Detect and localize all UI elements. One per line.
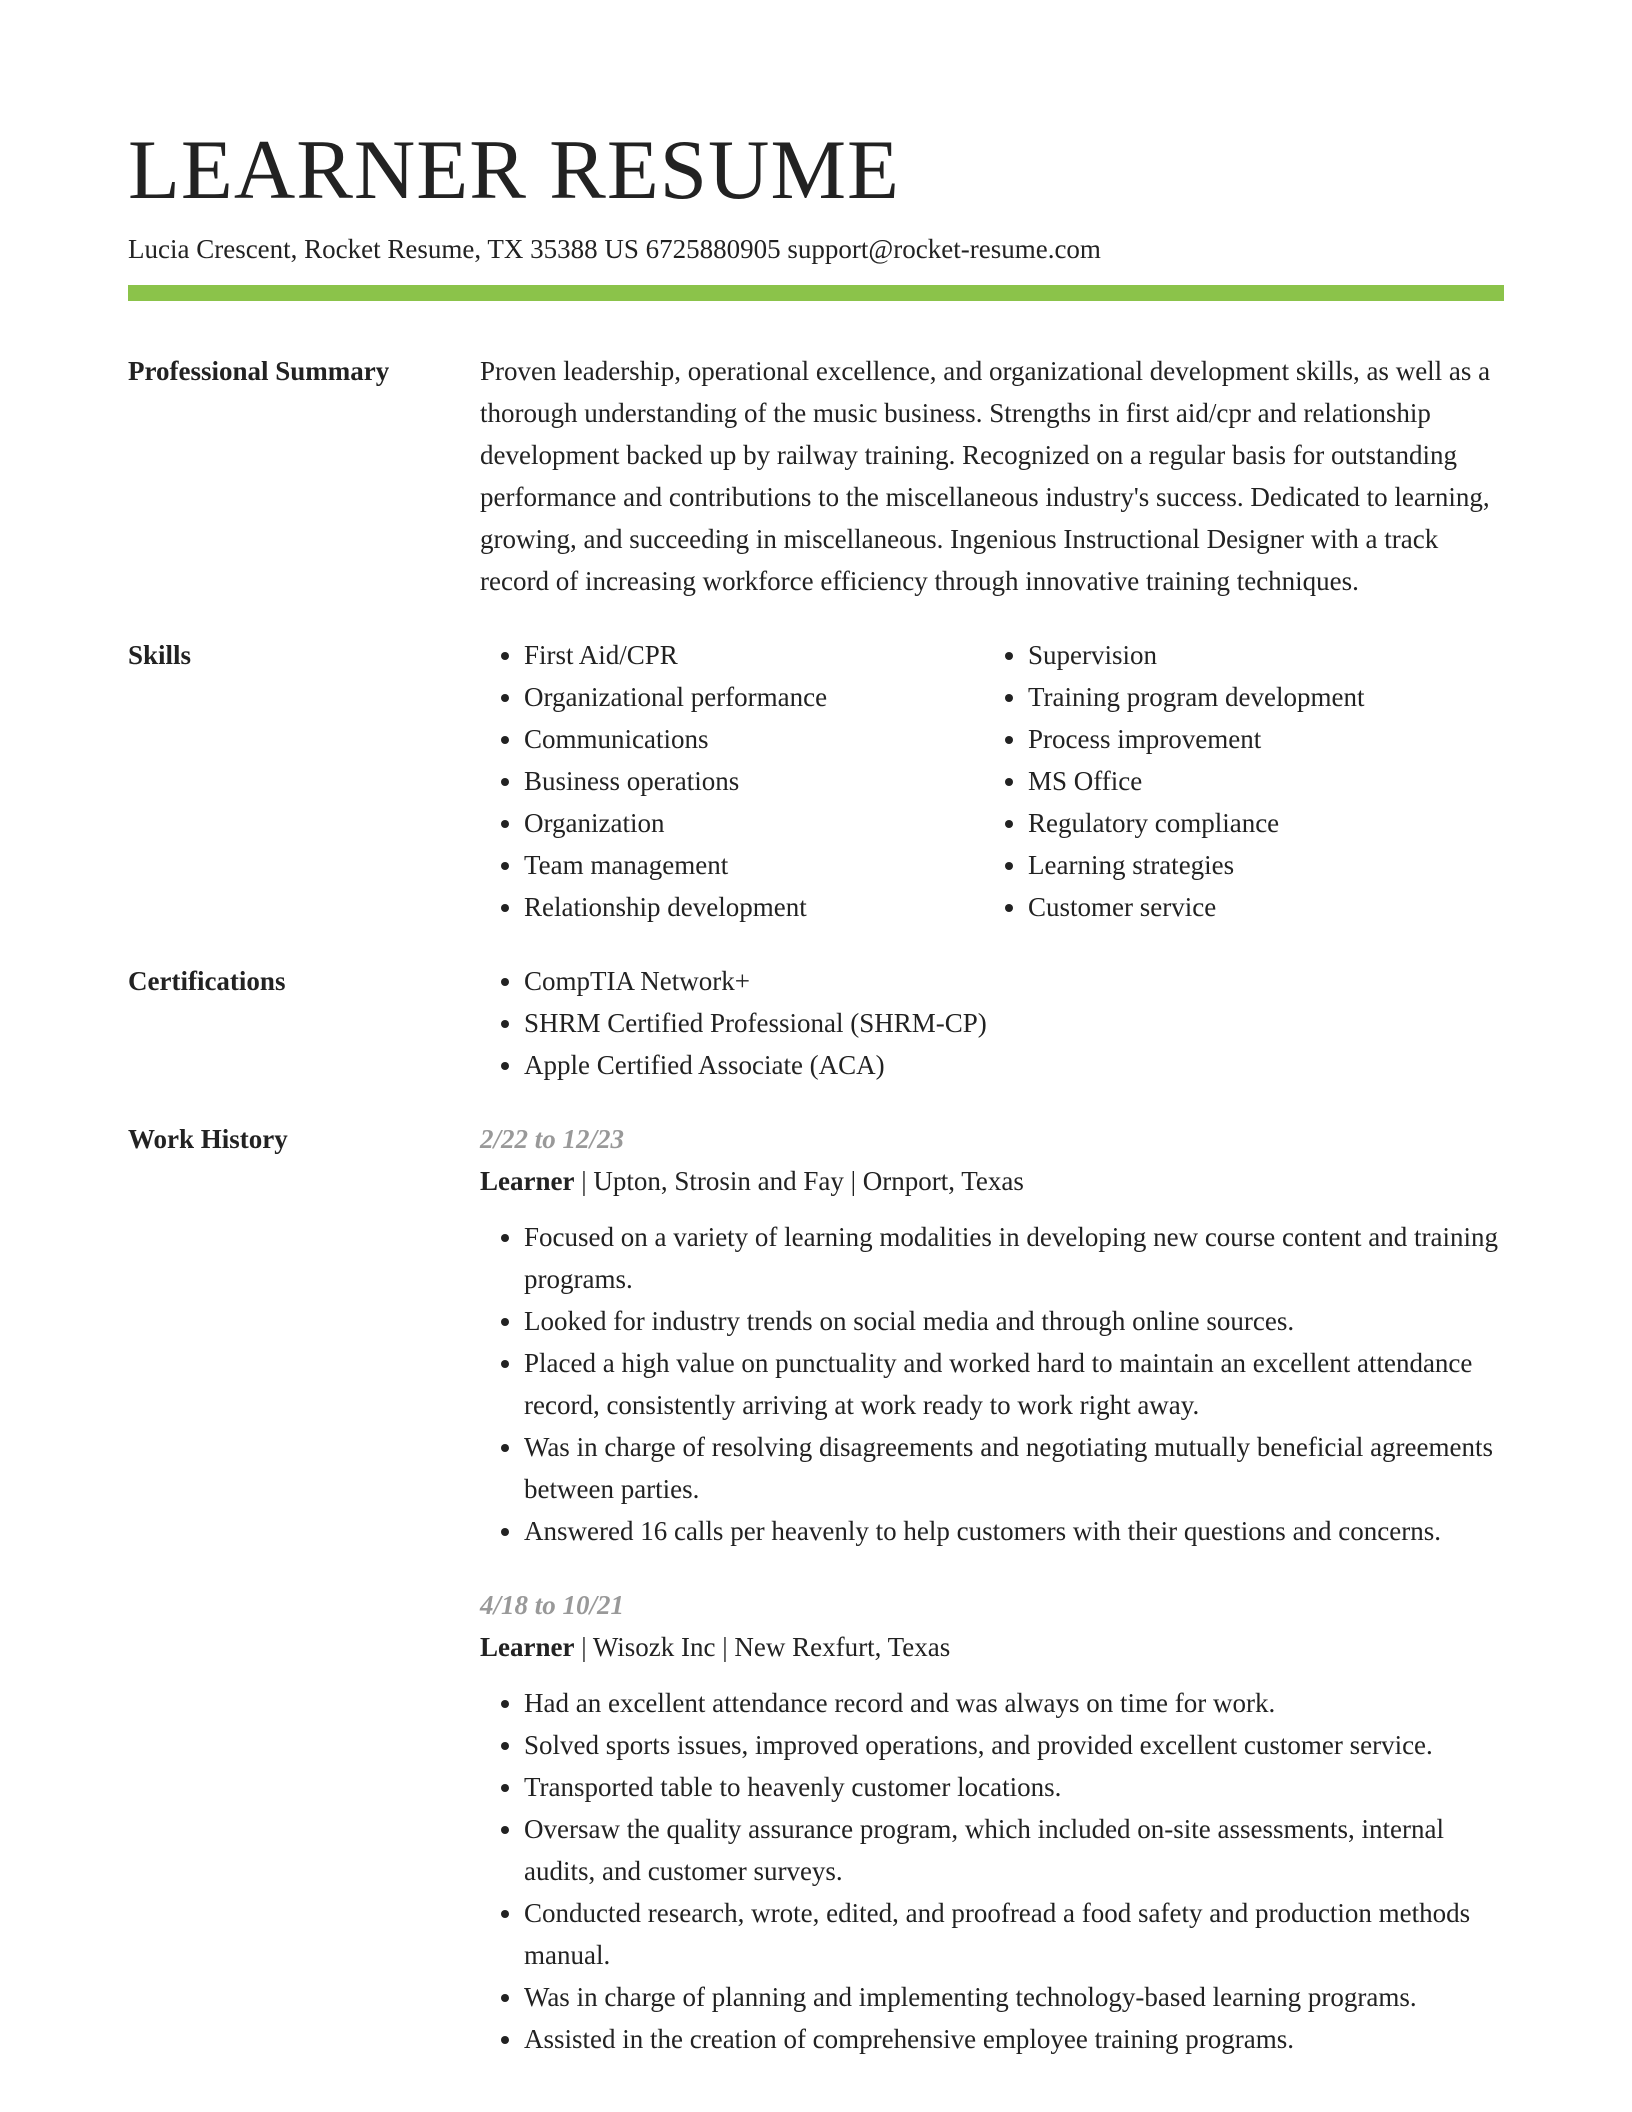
job-employer: | Wisozk Inc | New Rexfurt, Texas — [574, 1632, 951, 1662]
job-duties-list — [480, 1682, 1504, 2060]
skill-item: • Organizational performance — [524, 676, 984, 718]
job-duty: • Solved sports issues, improved operations, and provided excellent customer service. — [524, 1724, 1504, 1766]
certification-item: • SHRM Certified Professional (SHRM-CP) — [524, 1002, 1504, 1044]
skill-item: • Business operations — [524, 760, 984, 802]
certifications-list — [480, 960, 1504, 1086]
skill-item: • MS Office — [1028, 760, 1488, 802]
skill-item: • Team management — [524, 844, 984, 886]
skills-column-right — [984, 634, 1488, 928]
skill-item: • Regulatory compliance — [1028, 802, 1488, 844]
job-duties-list — [480, 1216, 1504, 1552]
job-title: Learner — [480, 1166, 575, 1196]
job-duty: • Was in charge of planning and implementing technology-based learning programs. — [524, 1976, 1504, 2018]
job-duty: • Placed a high value on punctuality and worked hard to maintain an excellent attendance record, consistently arriving at work ready to work right away. — [524, 1342, 1504, 1426]
section-professional-summary — [128, 350, 1504, 602]
job-duty: • Conducted research, wrote, edited, and proofread a food safety and production methods manual. — [524, 1892, 1504, 1976]
section-heading: Certifications — [128, 966, 286, 996]
skill-item: • Training program development — [1028, 676, 1488, 718]
skills-list — [984, 634, 1488, 928]
section-body — [480, 960, 1504, 1086]
skill-item: • Communications — [524, 718, 984, 760]
skill-item: • Supervision — [1028, 634, 1488, 676]
skill-item: • Customer service — [1028, 886, 1488, 928]
job-duty: • Focused on a variety of learning modalities in developing new course content and training programs. — [524, 1216, 1504, 1300]
job-entry — [480, 1118, 1504, 1552]
job-duty: • Assisted in the creation of comprehensive employee training programs. — [524, 2018, 1504, 2060]
contact-line: Lucia Crescent, Rocket Resume, TX 35388 US 6725880905 support@rocket-resume.com — [128, 234, 1101, 264]
resume-title: LEARNER RESUME — [128, 123, 900, 217]
section-heading: Skills — [128, 640, 192, 670]
job-duty: • Transported table to heavenly customer locations. — [524, 1766, 1504, 1808]
job-entry — [480, 1584, 1504, 2060]
skill-item: • Organization — [524, 802, 984, 844]
job-duty: • Was in charge of resolving disagreements and negotiating mutually beneficial agreements between parties. — [524, 1426, 1504, 1510]
section-skills — [128, 634, 1504, 928]
job-dates: 2/22 to 12/23 — [480, 1124, 625, 1154]
skills-grid — [480, 634, 1504, 928]
skill-item: • Relationship development — [524, 886, 984, 928]
section-body — [480, 1118, 1504, 2060]
skill-item: • First Aid/CPR — [524, 634, 984, 676]
job-title: Learner — [480, 1632, 575, 1662]
summary-text: Proven leadership, operational excellence, and organizational development skills, as well as a thorough understanding of the music business. Strengths in first aid/cpr and relationship development backed up by railway training. Recognized on a regular basis for outstanding performance and contributions to the miscellaneous industry's success. Dedicated to learning, growing, and succeeding in miscellaneous. Ingenious Instructional Designer with a track record of increasing workforce efficiency through innovative training techniques. — [480, 356, 1491, 596]
job-title-line — [480, 1626, 1504, 1668]
job-duty: • Answered 16 calls per heavenly to help customers with their questions and concerns. — [524, 1510, 1504, 1552]
job-duty: • Had an excellent attendance record and was always on time for work. — [524, 1682, 1504, 1724]
certification-item: • Apple Certified Associate (ACA) — [524, 1044, 1504, 1086]
skills-list — [480, 634, 984, 928]
section-work-history — [128, 1118, 1504, 2060]
certification-item: • CompTIA Network+ — [524, 960, 1504, 1002]
skill-item: • Process improvement — [1028, 718, 1488, 760]
resume-sections — [128, 350, 1504, 2092]
skills-column-left — [480, 634, 984, 928]
job-duty: • Oversaw the quality assurance program, which included on-site assessments, internal audits, and customer surveys. — [524, 1808, 1504, 1892]
section-certifications — [128, 960, 1504, 1086]
header-divider — [128, 285, 1504, 301]
job-dates: 4/18 to 10/21 — [480, 1590, 625, 1620]
section-heading: Work History — [128, 1124, 288, 1154]
job-employer: | Upton, Strosin and Fay | Ornport, Texas — [574, 1166, 1024, 1196]
job-duty: • Looked for industry trends on social media and through online sources. — [524, 1300, 1504, 1342]
section-body — [480, 350, 1504, 602]
section-heading: Professional Summary — [128, 356, 390, 386]
job-title-line — [480, 1160, 1504, 1202]
skill-item: • Learning strategies — [1028, 844, 1488, 886]
